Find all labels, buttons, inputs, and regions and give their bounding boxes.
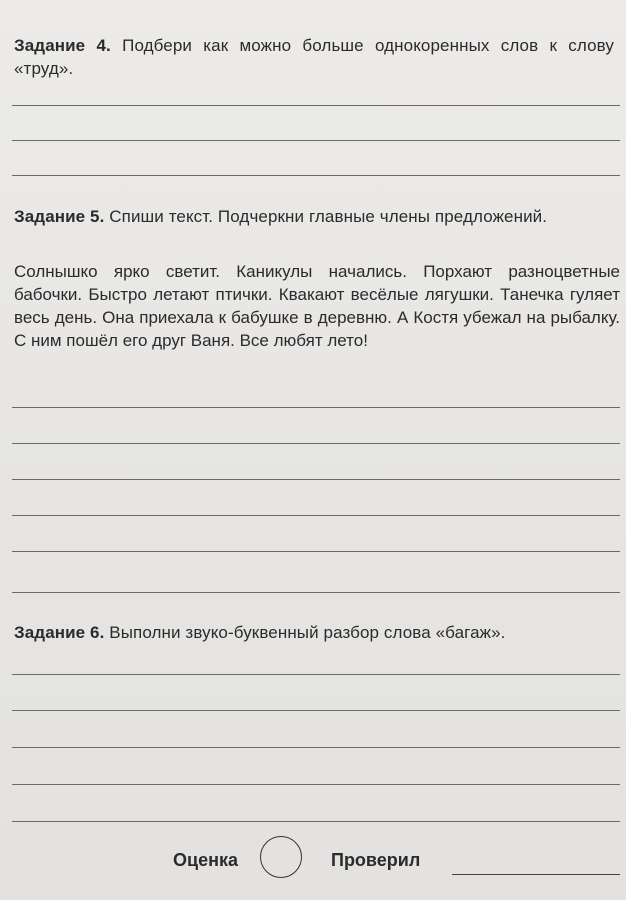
answer-line[interactable] xyxy=(12,515,620,516)
task-5-heading xyxy=(14,205,614,228)
task-6-label: Задание 6. xyxy=(14,623,105,642)
answer-line[interactable] xyxy=(12,747,620,748)
grade-circle-field[interactable] xyxy=(260,836,302,878)
task-6-heading xyxy=(14,621,614,644)
task-5-label: Задание 5. xyxy=(14,207,105,226)
answer-line[interactable] xyxy=(12,551,620,552)
task-4-text: Подбери как можно больше однокоренных слов к слову «труд». xyxy=(14,36,614,78)
answer-line[interactable] xyxy=(12,479,620,480)
answer-line[interactable] xyxy=(12,105,620,106)
answer-line[interactable] xyxy=(12,407,620,408)
task-6-text: Выполни звуко-буквенный разбор слова «багаж». xyxy=(109,623,506,642)
task-5-text: Спиши текст. Подчеркни главные члены предложений. xyxy=(109,207,548,226)
task-4-heading xyxy=(14,34,614,80)
answer-line[interactable] xyxy=(12,821,620,822)
answer-line[interactable] xyxy=(12,592,620,593)
task-5-passage: Солнышко ярко светит. Каникулы начались. Порхают разноцветные бабочки. Быстро летают птички. Квакают весёлые лягушки. Танечка гуляет весь день. Она приехала к бабушке в деревню. А Костя убежал на рыбалку. С ним пошёл его друг Ваня. Все любят лето! xyxy=(14,262,620,350)
answer-line[interactable] xyxy=(12,175,620,176)
checked-by-line[interactable] xyxy=(452,874,620,875)
answer-line[interactable] xyxy=(12,443,620,444)
answer-line[interactable] xyxy=(12,674,620,675)
answer-line[interactable] xyxy=(12,784,620,785)
grade-label: Оценка xyxy=(173,850,238,870)
task-4-label: Задание 4. xyxy=(14,36,111,55)
answer-line[interactable] xyxy=(12,140,620,141)
checked-by-label: Проверил xyxy=(331,850,421,870)
grading-footer xyxy=(0,834,626,884)
answer-line[interactable] xyxy=(12,710,620,711)
